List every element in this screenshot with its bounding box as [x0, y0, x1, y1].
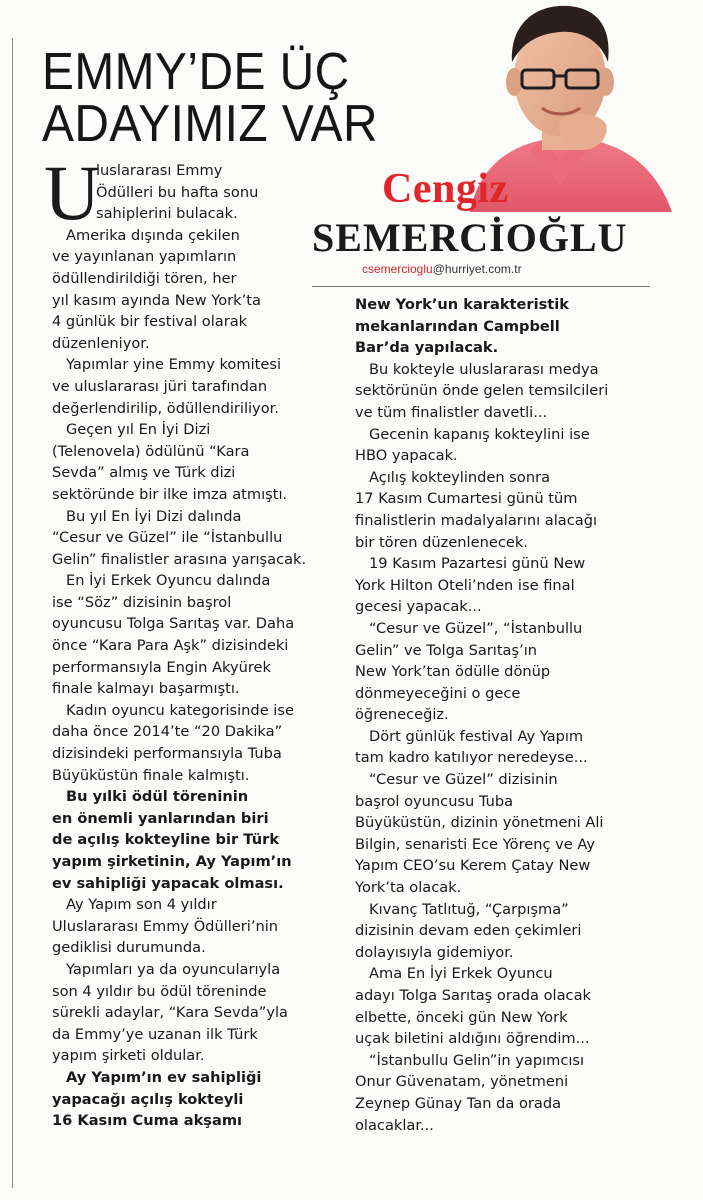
text-line: ödüllendirildiği tören, her [52, 269, 237, 287]
text-line: sektörünün önde gelen temsilcileri [355, 382, 609, 400]
article-paragraph [52, 225, 342, 355]
text-line: Bu yılki ödül töreninin [66, 788, 249, 806]
text-line: son 4 yıldır bu ödül töreninde [52, 982, 267, 1000]
text-line: Açılış kokteylinden sonra [369, 468, 551, 486]
text-line: düzenleniyor. [52, 334, 150, 352]
text-line: yapacağı açılış kokteyli [52, 1090, 244, 1108]
article-paragraph [52, 959, 342, 1067]
text-line: “Cesur ve Güzel” dizisinin [369, 771, 558, 789]
article-paragraph [355, 618, 665, 726]
text-line: York’ta olacak. [355, 879, 462, 897]
text-line: 4 günlük bir festival olarak [52, 313, 248, 331]
text-line: da Emmy’ye uzanan ilk Türk [52, 1025, 258, 1043]
text-line: bir tören düzenlenecek. [355, 533, 528, 551]
text-line: önce “Kara Para Aşk” dizisindeki [52, 637, 289, 655]
text-line: yapım şirketi oldular. [52, 1047, 205, 1065]
text-line: York Hilton Oteli’nden ise final [355, 576, 575, 594]
article-paragraph [52, 419, 342, 505]
text-line: Ama En İyi Erkek Oyuncu [369, 965, 553, 983]
text-line: olacaklar... [355, 1116, 434, 1134]
text-line: Gecenin kapanış kokteylini ise [369, 425, 590, 443]
text-line: en önemli yanlarından biri [52, 809, 269, 827]
text-line: Kıvanç Tatlıtuğ, “Çarpışma” [369, 900, 569, 918]
text-line: “İstanbullu Gelin”in yapımcısı [369, 1051, 585, 1069]
text-line: 19 Kasım Pazartesi günü New [369, 555, 586, 573]
text-line: sahiplerini bulacak. [96, 205, 238, 223]
text-line: New York’tan ödülle dönüp [355, 663, 551, 681]
text-line: Bu yıl En İyi Dizi dalında [66, 507, 242, 525]
article-paragraph [355, 294, 665, 359]
text-line: Gelin” finalistler arasına yarışacak. [52, 550, 307, 568]
text-line: (Telenovela) ödülünü “Kara [52, 442, 250, 460]
text-line: ve tüm finalistler davetli... [355, 403, 548, 421]
text-line: Yapımları ya da oyuncularıyla [66, 960, 281, 978]
text-line: de açılış kokteyline bir Türk [52, 831, 280, 849]
text-line: mekanlarından Campbell [355, 317, 560, 335]
article-paragraph [355, 424, 665, 467]
article-paragraph [52, 786, 342, 894]
article-paragraph [52, 354, 342, 419]
text-line: Gelin” ve Tolga Sarıtaş’ın [355, 641, 538, 659]
article-paragraph [52, 506, 342, 571]
text-line: Ay Yapım’ın ev sahipliği [66, 1068, 262, 1086]
text-line: finale kalmayı başarmıştı. [52, 680, 240, 698]
article-paragraph [355, 553, 665, 618]
text-line: ve uluslararası jüri tarafından [52, 377, 268, 395]
text-line: Bu kokteyle uluslararası medya [369, 360, 599, 378]
text-line: dizisindeki performansıyla Tuba [52, 745, 282, 763]
article-paragraph [355, 899, 665, 964]
column-rule [12, 38, 13, 1188]
article-paragraph [355, 359, 665, 424]
article-paragraph [355, 467, 665, 553]
drop-cap: U [44, 149, 101, 236]
headline-line-2: ADAYIMIZ VAR [42, 95, 379, 153]
text-line: “Cesur ve Güzel” ile “İstanbullu [52, 529, 283, 547]
text-line: “Cesur ve Güzel”, “İstanbullu [369, 619, 583, 637]
text-line: ve yayınlanan yapımların [52, 248, 237, 266]
text-line: yıl kasım ayında New York’ta [52, 291, 261, 309]
author-first-name: Cengiz [382, 166, 509, 212]
text-line: Büyüküstün finale kalmıştı. [52, 766, 250, 784]
text-line: Onur Güvenatam, yönetmeni [355, 1073, 569, 1091]
author-email-domain: @hurriyet.com.tr [432, 262, 522, 276]
article-paragraph [52, 160, 342, 225]
text-line: Bilgin, senaristi Ece Yörenç ve Ay [355, 835, 596, 853]
article-paragraph [355, 1050, 665, 1136]
article-paragraph [52, 894, 342, 959]
text-line: adayı Tolga Sarıtaş orada olacak [355, 987, 591, 1004]
text-line: performansıyla Engin Akyürek [52, 658, 271, 676]
text-line: ise “Söz” dizisinin başrol [52, 593, 232, 611]
text-line: Zeynep Günay Tan da orada [355, 1094, 562, 1112]
right-column [355, 294, 665, 1136]
text-line: Uluslararası Emmy Ödülleri’nin [52, 917, 279, 935]
text-line: Kadın oyuncu kategorisinde ise [66, 701, 294, 719]
text-line: uçak biletini aldığını öğrendim... [355, 1030, 590, 1048]
text-line: Yapım CEO’su Kerem Çatay New [355, 857, 591, 875]
text-line: Yapımlar yine Emmy komitesi [66, 356, 281, 374]
text-line: tam kadro katılıyor neredeyse... [355, 749, 588, 767]
article-paragraph [355, 769, 665, 899]
author-last-name: SEMERCİOĞLU [312, 215, 628, 260]
text-line: sürekli adaylar, “Kara Sevda”yla [52, 1004, 289, 1022]
text-line: gediklisi durumunda. [52, 939, 206, 957]
text-line: HBO yapacak. [355, 447, 458, 465]
left-column [52, 160, 342, 1132]
article-paragraph [355, 963, 665, 1049]
author-email[interactable] [362, 262, 522, 276]
text-line: Geçen yıl En İyi Dizi [66, 421, 211, 439]
article-paragraph [52, 1067, 342, 1132]
text-line: yapım şirketinin, Ay Yapım’ın [52, 853, 292, 870]
text-line: daha önce 2014’te “20 Dakika” [52, 723, 283, 741]
text-line: ev sahipliği yapacak olması. [52, 874, 284, 892]
text-line: luslararası Emmy [96, 162, 223, 179]
text-line: Ödülleri bu hafta sonu [96, 183, 259, 201]
text-line: dolayısıyla gidemiyor. [355, 943, 514, 961]
text-line: Sevda” almış ve Türk dizi [52, 464, 236, 482]
text-line: En İyi Erkek Oyuncu dalında [66, 572, 271, 590]
article-paragraph [52, 700, 342, 786]
article-paragraph [355, 726, 665, 769]
text-line: sektöründe bir ilke imza atmıştı. [52, 485, 288, 503]
text-line: oyuncusu Tolga Sarıtaş var. Daha [52, 615, 295, 633]
text-line: gecesi yapacak... [355, 598, 482, 616]
text-line: öğreneceğiz. [355, 706, 449, 724]
text-line: değerlendirilip, ödüllendiriliyor. [52, 399, 279, 417]
text-line: Dört günlük festival Ay Yapım [369, 727, 584, 745]
text-line: elbette, önceki gün New York [355, 1008, 568, 1026]
text-line: dönmeyeceğini o gece [355, 684, 521, 702]
text-line: 16 Kasım Cuma akşamı [52, 1112, 243, 1130]
text-line: Ay Yapım son 4 yıldır [66, 896, 217, 914]
text-line: dizisinin devam eden çekimleri [355, 922, 582, 940]
author-divider [312, 286, 650, 287]
text-line: finalistlerin madalyalarını alacağı [355, 511, 598, 529]
text-line: Bar’da yapılacak. [355, 339, 499, 357]
text-line: 17 Kasım Cumartesi günü tüm [355, 490, 578, 508]
text-line: başrol oyuncusu Tuba [355, 792, 514, 810]
article-paragraph [52, 570, 342, 700]
text-line: New York’un karakteristik [355, 296, 569, 313]
text-line: Büyüküstün, dizinin yönetmeni Ali [355, 814, 604, 832]
text-line: Amerika dışında çekilen [66, 226, 240, 244]
author-block [300, 0, 703, 290]
author-email-user: csemercioglu [362, 262, 433, 276]
headline-line-1: EMMY’DE ÜÇ [42, 43, 350, 101]
